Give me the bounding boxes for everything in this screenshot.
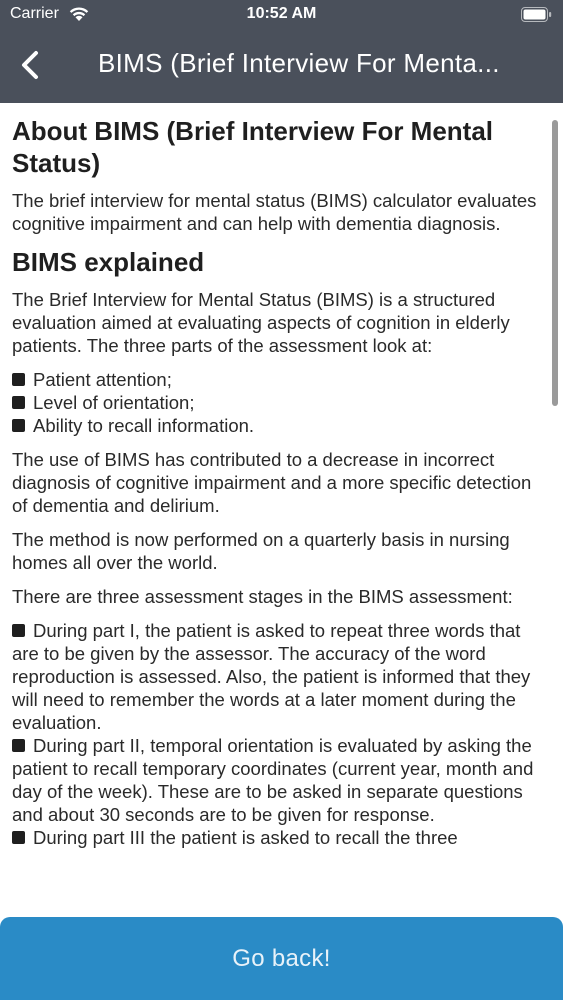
list-item: During part III the patient is asked to recall the three (12, 826, 549, 849)
list-item: Ability to recall information. (12, 414, 549, 437)
bullet-square-icon (12, 624, 25, 637)
page-title: BIMS (Brief Interview For Menta... (98, 48, 500, 78)
bullet-square-icon (12, 396, 25, 409)
list-item: During part II, temporal orientation is evaluated by asking the patient to recall temporary coordinates (current year, month and day of the week). These are to be asked in separate questions and about 30 seconds are to be given for response. (12, 735, 534, 825)
bullet-square-icon (12, 419, 25, 432)
bullet-square-icon (12, 739, 25, 752)
heading-explained: BIMS explained (12, 247, 205, 277)
explained-paragraph-3: The method is now performed on a quarterly basis in nursing homes all over the world. (12, 529, 510, 573)
clock: 10:52 AM (246, 5, 317, 22)
explained-paragraph-2: The use of BIMS has contributed to a decrease in incorrect diagnosis of cognitive impairment and a more specific detection of dementia and delirium. (12, 449, 532, 516)
battery-icon (521, 7, 552, 22)
navigation-header (0, 0, 563, 103)
list-item: Patient attention; (12, 368, 549, 391)
bullet-square-icon (12, 373, 25, 386)
list-item: During part I, the patient is asked to repeat three words that are to be given by the assessor. The accuracy of the word reproduction is assessed. Also, the patient is informed that they will need to remember the words at a later moment during the evaluation. (12, 620, 531, 733)
explained-paragraph-1: The Brief Interview for Mental Status (BIMS) is a structured evaluation aimed at evaluating aspects of cognition in elderly patients. The three parts of the assessment look at: (12, 289, 510, 356)
assessment-stages-list (12, 619, 549, 849)
bullet-square-icon (12, 831, 25, 844)
intro-paragraph: The brief interview for mental status (BIMS) calculator evaluates cognitive impairment and can help with dementia diagnosis. (12, 190, 537, 234)
list-item: Level of orientation; (12, 391, 549, 414)
article-content[interactable] (0, 103, 563, 917)
carrier-label: Carrier (10, 5, 59, 22)
status-bar (0, 0, 563, 30)
explained-paragraph-4: There are three assessment stages in the BIMS assessment: (12, 586, 513, 607)
back-chevron-icon[interactable] (14, 45, 48, 85)
heading-about: About BIMS (Brief Interview For Mental Status) (12, 116, 494, 178)
go-back-button[interactable]: Go back! (0, 917, 563, 1000)
assessment-parts-list (12, 368, 549, 437)
scrollbar[interactable] (552, 120, 558, 406)
